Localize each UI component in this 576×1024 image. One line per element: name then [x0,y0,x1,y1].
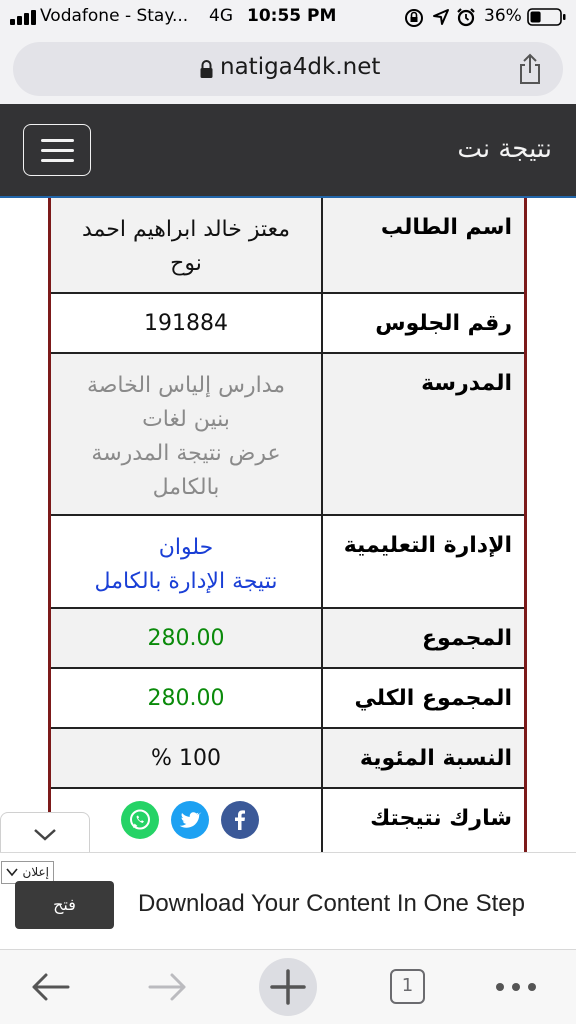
row-label: المجموع الكلي [321,669,524,727]
signal-icon [10,9,38,25]
share-buttons [121,801,261,841]
back-arrow-icon[interactable] [28,950,72,1024]
chevron-down-icon [6,865,18,879]
site-brand[interactable]: نتيجة نت [457,134,552,164]
hamburger-icon-bar [41,149,74,152]
row-label: شارك نتيجتك [321,789,524,852]
ad-badge-label: إعلان [22,865,49,879]
menu-toggle-button[interactable] [23,124,91,176]
twitter-icon [171,801,209,839]
result-table [48,198,527,852]
new-tab-button[interactable] [259,958,317,1016]
total-score: 280.00 [147,626,225,651]
table-row-total [51,609,524,669]
chevron-down-icon [32,827,58,843]
facebook-share-button[interactable] [221,801,259,839]
whatsapp-icon [121,801,159,839]
share-icon[interactable] [516,53,544,85]
url-text[interactable]: natiga4dk.net [220,54,381,80]
whatsapp-share-button[interactable] [121,801,159,839]
row-label: المدرسة [321,354,524,514]
padlock-icon [199,59,214,79]
forward-arrow-icon[interactable] [146,950,190,1024]
share-buttons-cell [51,789,321,852]
grand-total-score: 280.00 [147,686,225,711]
school-value [51,354,321,514]
row-label: النسبة المئوية [321,729,524,787]
school-name-line: بنين لغات [142,407,230,432]
table-row-grand-total [51,669,524,729]
browser-toolbar [0,950,576,1024]
ad-open-button[interactable]: فتح [15,881,114,929]
location-arrow-icon [432,6,450,28]
table-row-seat-number [51,294,524,354]
school-full-results-link[interactable]: عرض نتيجة المدرسة [91,441,281,466]
table-row-admin [51,516,524,609]
ad-collapse-button[interactable] [0,812,90,856]
battery-icon [527,8,567,26]
row-label: رقم الجلوس [321,294,524,352]
battery-percent: 36% [484,6,522,26]
alarm-icon [455,6,477,28]
student-name [51,198,321,292]
seat-number: 191884 [144,311,228,336]
ad-headline[interactable]: Download Your Content In One Step [138,890,525,917]
facebook-icon [221,801,259,839]
more-options-icon[interactable] [494,950,538,1024]
network-type: 4G [209,6,233,26]
table-row-school [51,354,524,516]
admin-full-results-link[interactable]: نتيجة الإدارة بالكامل [94,569,278,594]
status-bar [0,0,576,34]
site-navbar [0,104,576,198]
rotation-lock-icon [404,6,424,28]
hamburger-icon [41,139,74,142]
clock: 10:55 PM [247,6,337,26]
school-name-line: مدارس إلياس الخاصة [86,373,286,398]
admin-value [51,516,321,607]
address-bar[interactable] [13,42,563,96]
plus-icon [259,958,317,1016]
student-name-line: نوح [170,251,202,276]
table-row-student-name [51,198,524,294]
table-row-percentage [51,729,524,789]
row-label: اسم الطالب [321,198,524,292]
tab-switcher-button[interactable]: 1 [390,969,425,1004]
admin-name-link[interactable]: حلوان [158,535,214,560]
percentage-value: 100 % [151,746,221,771]
browser-address-area [0,34,576,104]
student-name-line: معتز خالد ابراهيم احمد [81,217,291,242]
carrier-name: Vodafone - Stay... [40,6,189,26]
school-full-results-link[interactable]: بالكامل [152,475,220,500]
table-row-share [51,789,524,852]
row-label: الإدارة التعليمية [321,516,524,607]
hamburger-icon-bar [41,159,74,162]
row-label: المجموع [321,609,524,667]
twitter-share-button[interactable] [171,801,209,839]
